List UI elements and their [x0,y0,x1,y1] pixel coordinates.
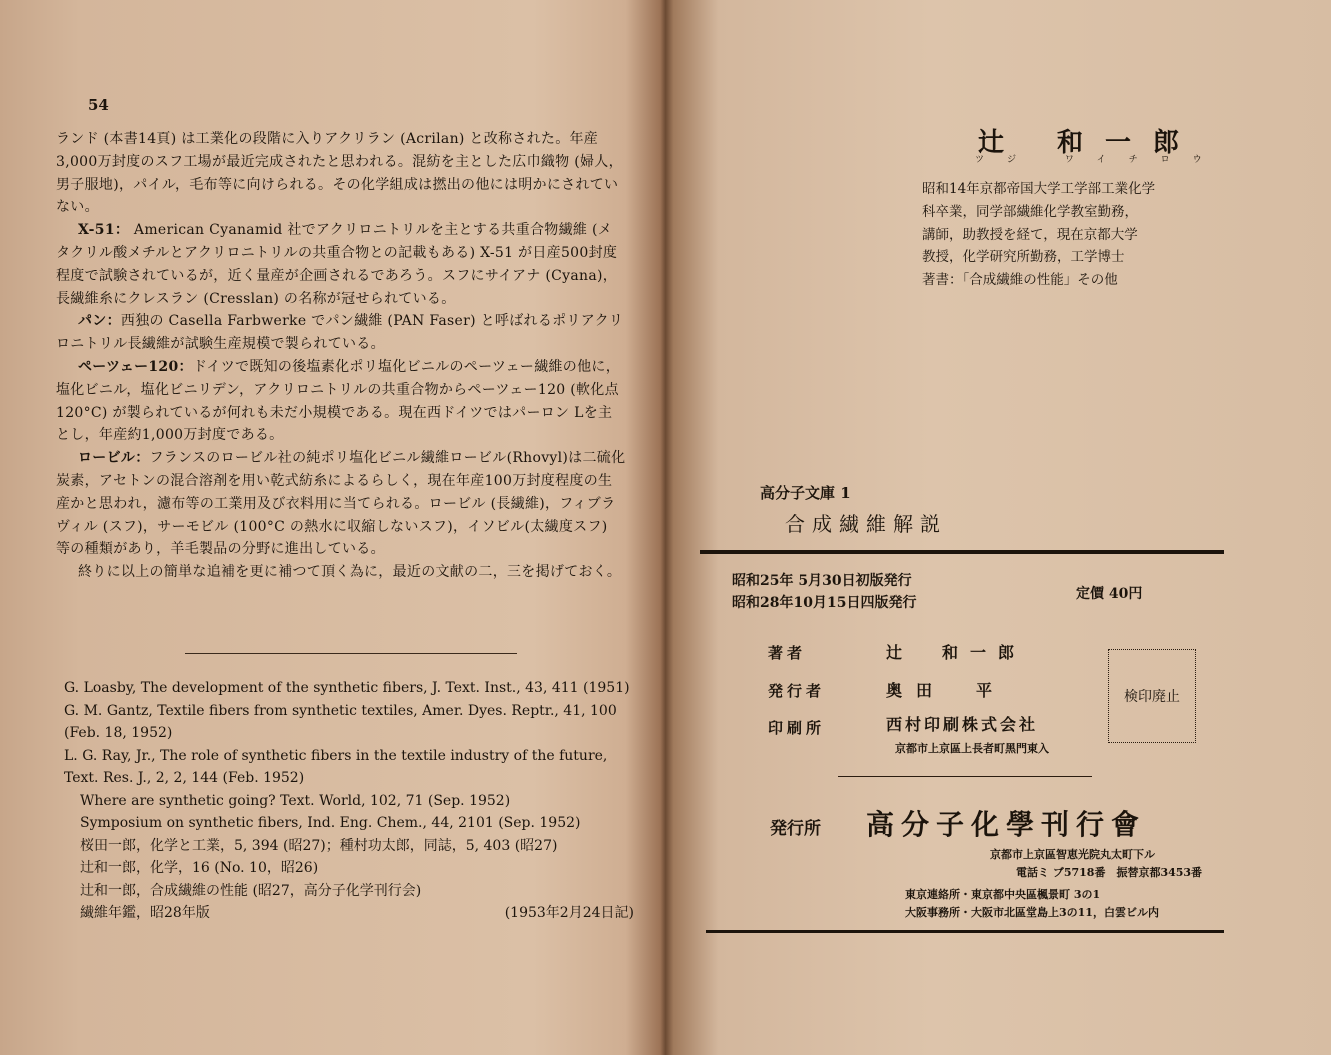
closing-date: (1953年2月24日記) [504,905,634,921]
reference-list [64,677,634,925]
series-name: 高分子文庫 1 [760,484,851,502]
publisher-label: 発行所 [770,819,821,839]
bio-line: 昭和14年京都帝国大学工学部工業化学 [922,181,1156,197]
paragraph-text: ランド (本書14頁) は工業化の段階に入りアクリラン (Acrilan) と改称された。年産3,000万封度のスフ工場が最近完成されたと思われる。混紡を主とした広巾織物 (婦人，男子服地)，パイル，毛布等に向けられる。その化学組成は撚出の他には明かにされていない。 [56,131,623,216]
author-name: 辻 和一郎 [978,128,1202,158]
paragraph-text: フランスのロービル社の純ポリ塩化ビニル繊維ロービル(Rhovyl)は二硫化炭素，アセトンの混合溶剤を用い乾式紡糸によるらしく，現在年産100万封度程度の生産かと思われ，濾布等の工業用及び衣料用に当てられる。ロービル (長繊維)，フィブラヴィル (スフ)，サーモビル (100°C の熱水に収縮しないスフ)，イソビル(太繊度スフ) 等の種類があり，羊毛製品の分野に進出している。 [56,450,626,558]
reference-item: 辻和一郎，合成繊維の性能 (昭27，高分子化学刊行会) [80,882,422,899]
reference-item: Symposium on synthetic fibers, Ind. Eng. Chem., 44, 2101 (Sep. 1952) [80,815,581,831]
paragraph-text: 西独の Casella Farbwerke でパン繊維 (PAN Faser) と呼ばれるポリアクリロニトリル長繊維が試験生産規模で製られている。 [56,313,624,353]
osaka-office: 大阪事務所・大阪市北區堂島上3の11，白雲ビル内 [905,906,1159,919]
paragraph [56,128,626,219]
paragraph-text: American Cyanamid 社でアクリロニトリルを主とする共重合物繊維 (メタクリル酸メチルとアクリロニトリルの共重合物との記載もある) X-51 が日産500封度程度で試験されているが，近く量産が企画されるであろう。スフにサイアナ (Cyana)，長繊維糸にクレスラン (Cresslan) の名称が冠せられている。 [56,222,618,307]
reference-item: 辻和一郎，化学，16 (No. 10，昭26) [80,860,319,876]
book-title: 合成繊維解説 [785,512,947,536]
printer-value: 西村印刷株式会社 [886,715,1039,734]
author-bio [922,178,1212,292]
paragraph [56,356,626,447]
paragraph [56,561,626,584]
paragraph [56,447,626,561]
colophon-mid-rule [838,776,1092,777]
bio-line: 講師，助教授を経て，現在京都大学 [922,226,1138,243]
reference-item: G. Loasby, The development of the synthetic fibers, J. Text. Inst., 43, 411 (1951) [64,680,630,696]
publisher-address: 京都市上京區智恵光院丸太町下ル [990,848,1155,861]
bio-line: 著書：「合成繊維の性能」その他 [922,272,1118,289]
publisher-person-label: 発行者 [768,682,826,700]
colophon-top-rule [700,550,1224,554]
publisher-name: 高分子化學刊行會 [866,808,1147,841]
reference-text: 繊維年鑑，昭28年版 [80,905,210,921]
author-value: 辻 和一郎 [886,643,1027,662]
reference-item: 桜田一郎，化学と工業，5, 394 (昭27)；種村功太郎，同誌，5, 403 (昭27) [80,837,558,854]
paragraph [56,219,626,310]
paragraph-text: 終りに以上の簡単な追補を更に補つて頂く為に，最近の文献の二，三を掲げておく。 [78,564,622,581]
bio-line: 科卒業，同学部繊維化学教室勤務， [922,203,1138,220]
bio-line: 教授，化学研究所勤務，工学博士 [922,249,1125,266]
tokyo-office: 東京連絡所・東京都中央區楓景町 3の1 [905,888,1101,901]
paragraph-text: ドイツで既知の後塩素化ポリ塩化ビニルのペーツェー繊維の他に，塩化ビニル，塩化ビニリデン，アクリロニトリルの共重合物からペーツェー120 (軟化点120°C) が製られているが何れも未だ小規模である。現在西ドイツではパーロン Lを主とし，年産約1,000万封度である。 [56,358,620,444]
paragraph-lead: X-51： [78,222,130,239]
author-label: 著者 [768,644,807,662]
reference-item-last [64,902,634,925]
reference-item: G. M. Gantz, Textile fibers from synthetic textiles, Amer. Dyes. Reptr., 41, 100 (Feb. 18, 1952) [64,702,617,741]
seal-waived-stamp: 検印廃止 [1108,649,1196,743]
section-divider [185,653,517,654]
publisher-person-value: 奥田 平 [886,681,1007,700]
printer-label: 印刷所 [768,719,826,737]
paragraph [56,310,626,356]
left-page [0,0,665,1055]
author-reading: ツジ ワイチロウ [975,155,1225,165]
reference-item: Where are synthetic going? Text. World, 102, 71 (Sep. 1952) [80,792,511,809]
reference-item: L. G. Ray, Jr., The role of synthetic fibers in the textile industry of the future, Text. Res. J., 2, 2, 144 (Feb. 1952) [64,747,608,786]
edition-first: 昭和25年 5月30日初版発行 [732,573,912,589]
paragraph-lead: ロービル： [78,450,150,467]
publisher-phone: 電話ミ ブ5718番 振替京都3453番 [1016,866,1203,879]
page-number: 54 [88,96,109,114]
paragraph-lead: ペーツェー120： [78,358,193,375]
price: 定價 40円 [1076,586,1143,602]
paragraph-lead: パン： [78,313,121,330]
edition-fourth: 昭和28年10月15日四版発行 [732,595,917,611]
colophon-bottom-rule [706,930,1224,933]
printer-address: 京都市上京區上長者町黑門東入 [895,742,1049,755]
body-text [56,128,626,584]
